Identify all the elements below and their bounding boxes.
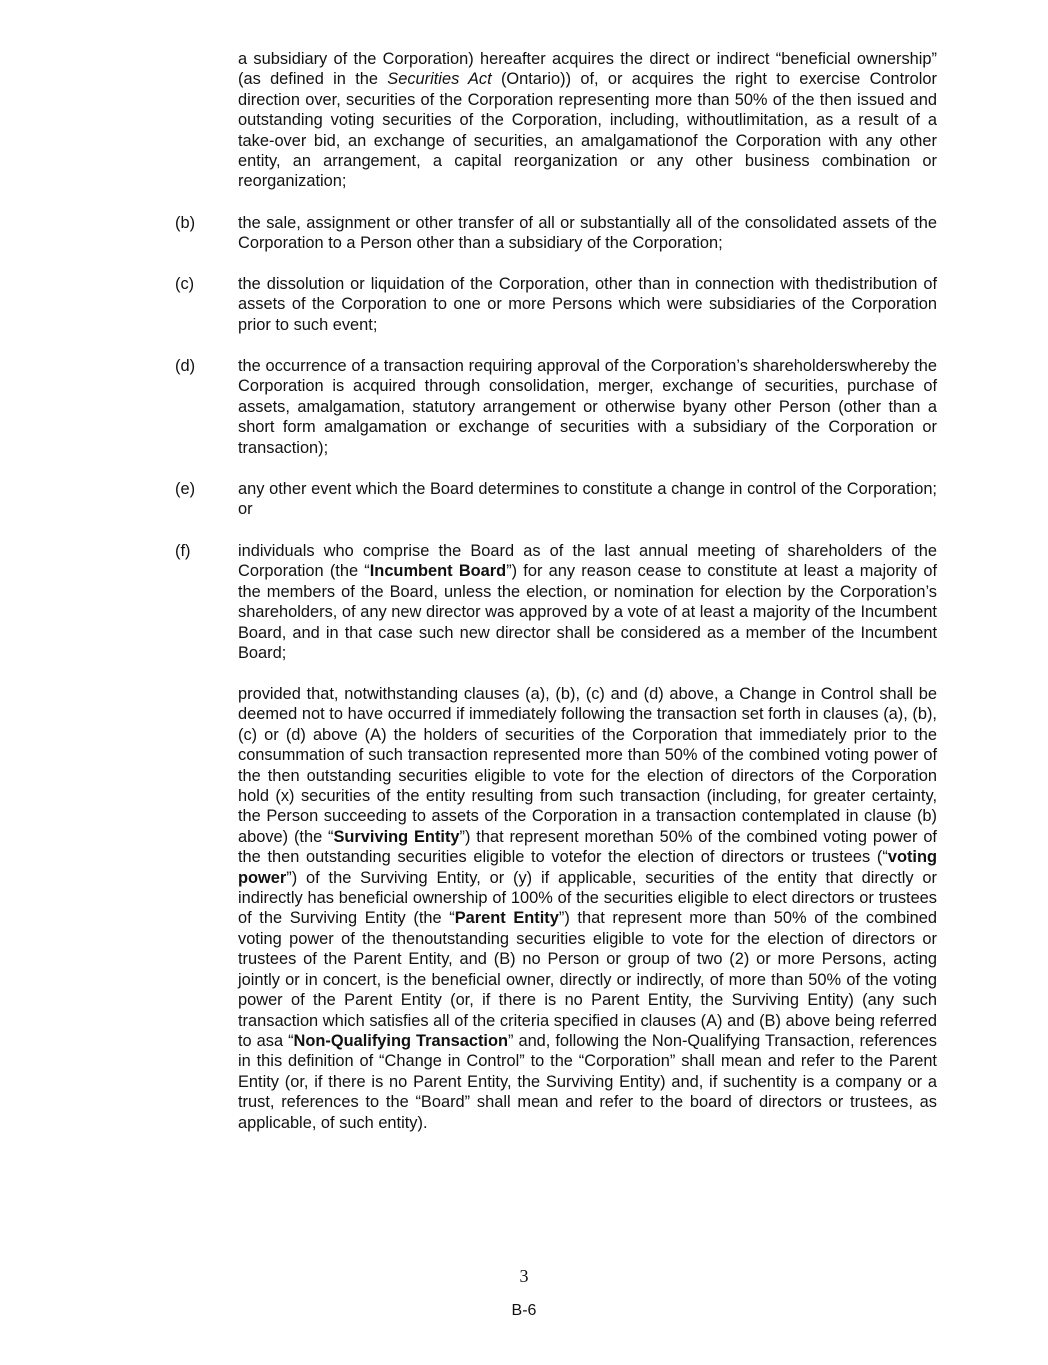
- proviso-text-2: ”) that represent morethan 50% of the combined voting power of the then outstanding securities eligible to votefor the election of directors or trustees (“: [238, 827, 937, 867]
- continuation-paragraph: [238, 49, 937, 192]
- proviso-text-4: ”) that represent more than 50% of the combined voting power of the thenoutstanding securities eligible to vote for the election of directors or trustees of the Parent Entity, and (B) no Person or group of two (2) or more Persons, acting jointly or in concert, is the beneficial owner, directly or indirectly, of more than 50% of the voting power of the Parent Entity (or, if there is no Parent Entity, the Surviving Entity) (any such transaction which satisfies all of the criteria specified in clauses (A) and (B) above being referred to asa “: [238, 909, 937, 1050]
- proviso-text-1: provided that, notwithstanding clauses (a), (b), (c) and (d) above, a Change in Control shall be deemed not to have occurred if immediately following the transaction set forth in clauses (a), (b), (c) or (d) above (A) the holders of securities of the Corporation that immediately prior to the consummation of such transaction represented more than 50% of the combined voting power of the then outstanding securities eligible to vote for the election of directors of the Corporation hold (x) securities of the entity resulting from such transaction (including, for greater certainty, the Person succeeding to assets of the Corporation in a transaction contemplated in clause (b) above) (the “: [238, 685, 937, 846]
- clause-e-text: any other event which the Board determines to constitute a change in control of the Corporation; or: [238, 480, 937, 519]
- continuation-text-1: a subsidiary of the Corporation) hereafter acquires the direct or indirect “beneficial ownership” (as defined in the: [238, 50, 937, 89]
- voting-power-term: voting power: [238, 848, 937, 887]
- clause-b-marker: (b): [175, 214, 196, 232]
- surviving-entity-term: Surviving Entity: [333, 827, 460, 846]
- clause-c-text: the dissolution or liquidation of the Corporation, other than in connection with thedistribution of assets of the Corporation to one or more Persons which were subsidiaries of the Corporation prior to such event;: [238, 275, 937, 334]
- continuation-text-2: (Ontario)) of, or acquires the right to exercise Controlor direction over, securities of the Corporation representing more than 50% of the then issued and outstanding voting securities of the Corporation, including, withoutlimitation, as a result of a take-over bid, an exchange of securities, an amalgamationof the Corporation with any other entity, an arrangement, a capital reorganization or any other business combination or reorganization;: [238, 70, 937, 191]
- clause-c-marker: (c): [175, 275, 195, 293]
- proviso-paragraph: [238, 684, 937, 1133]
- clause-d-marker: (d): [175, 357, 196, 375]
- clause-f-paragraph: [238, 541, 937, 663]
- clause-f-text-1: individuals who comprise the Board as of the last annual meeting of shareholders of the Corporation (the “: [238, 542, 937, 581]
- page-code: B-6: [511, 1302, 537, 1319]
- proviso-text-3: ”) of the Surviving Entity, or (y) if applicable, securities of the entity that directly or indirectly has beneficial ownership of 100% of the securities eligible to elect directors or trustees of the Surviving Entity (the “: [238, 868, 937, 928]
- clause-f-marker: (f): [175, 542, 191, 560]
- clause-f-text-2: ”) for any reason cease to constitute at least a majority of the members of the Board, unless the election, or nomination for election by the Corporation’s shareholders, of any new director was approved by a vote of at least a majority of the Incumbent Board, and in that case such new director shall be considered as a member of the Incumbent Board;: [238, 562, 938, 663]
- incumbent-board-term: Incumbent Board: [369, 562, 507, 581]
- page-number: 3: [519, 1266, 529, 1286]
- proviso-text-5: ” and, following the Non-Qualifying Transaction, references in this definition of “Change in Control” to the “Corporation” shall mean and refer to the Parent Entity (or, if there is no Parent Entity, the Surviving Entity) and, if suchentity is a company or a trust, references to the “Board” shall mean and refer to the board of directors or trustees, as applicable, of such entity).: [238, 1031, 937, 1132]
- securities-act-italic: Securities Act: [387, 70, 492, 89]
- non-qualifying-transaction-term: Non-Qualifying Transaction: [293, 1031, 508, 1050]
- clause-d-text: the occurrence of a transaction requiring approval of the Corporation’s shareholderswhereby the Corporation is acquired through consolidation, merger, exchange of securities, purchase of assets, amalgamation, statutory arrangement or otherwise byany other Person (other than a short form amalgamation or exchange of securities with a subsidiary of the Corporation or transaction);: [238, 357, 937, 457]
- clause-e-marker: (e): [175, 480, 196, 498]
- clause-b-text: the sale, assignment or other transfer of all or substantially all of the consolidated assets of the Corporation to a Person other than a subsidiary of the Corporation;: [238, 214, 937, 253]
- parent-entity-term: Parent Entity: [454, 909, 559, 928]
